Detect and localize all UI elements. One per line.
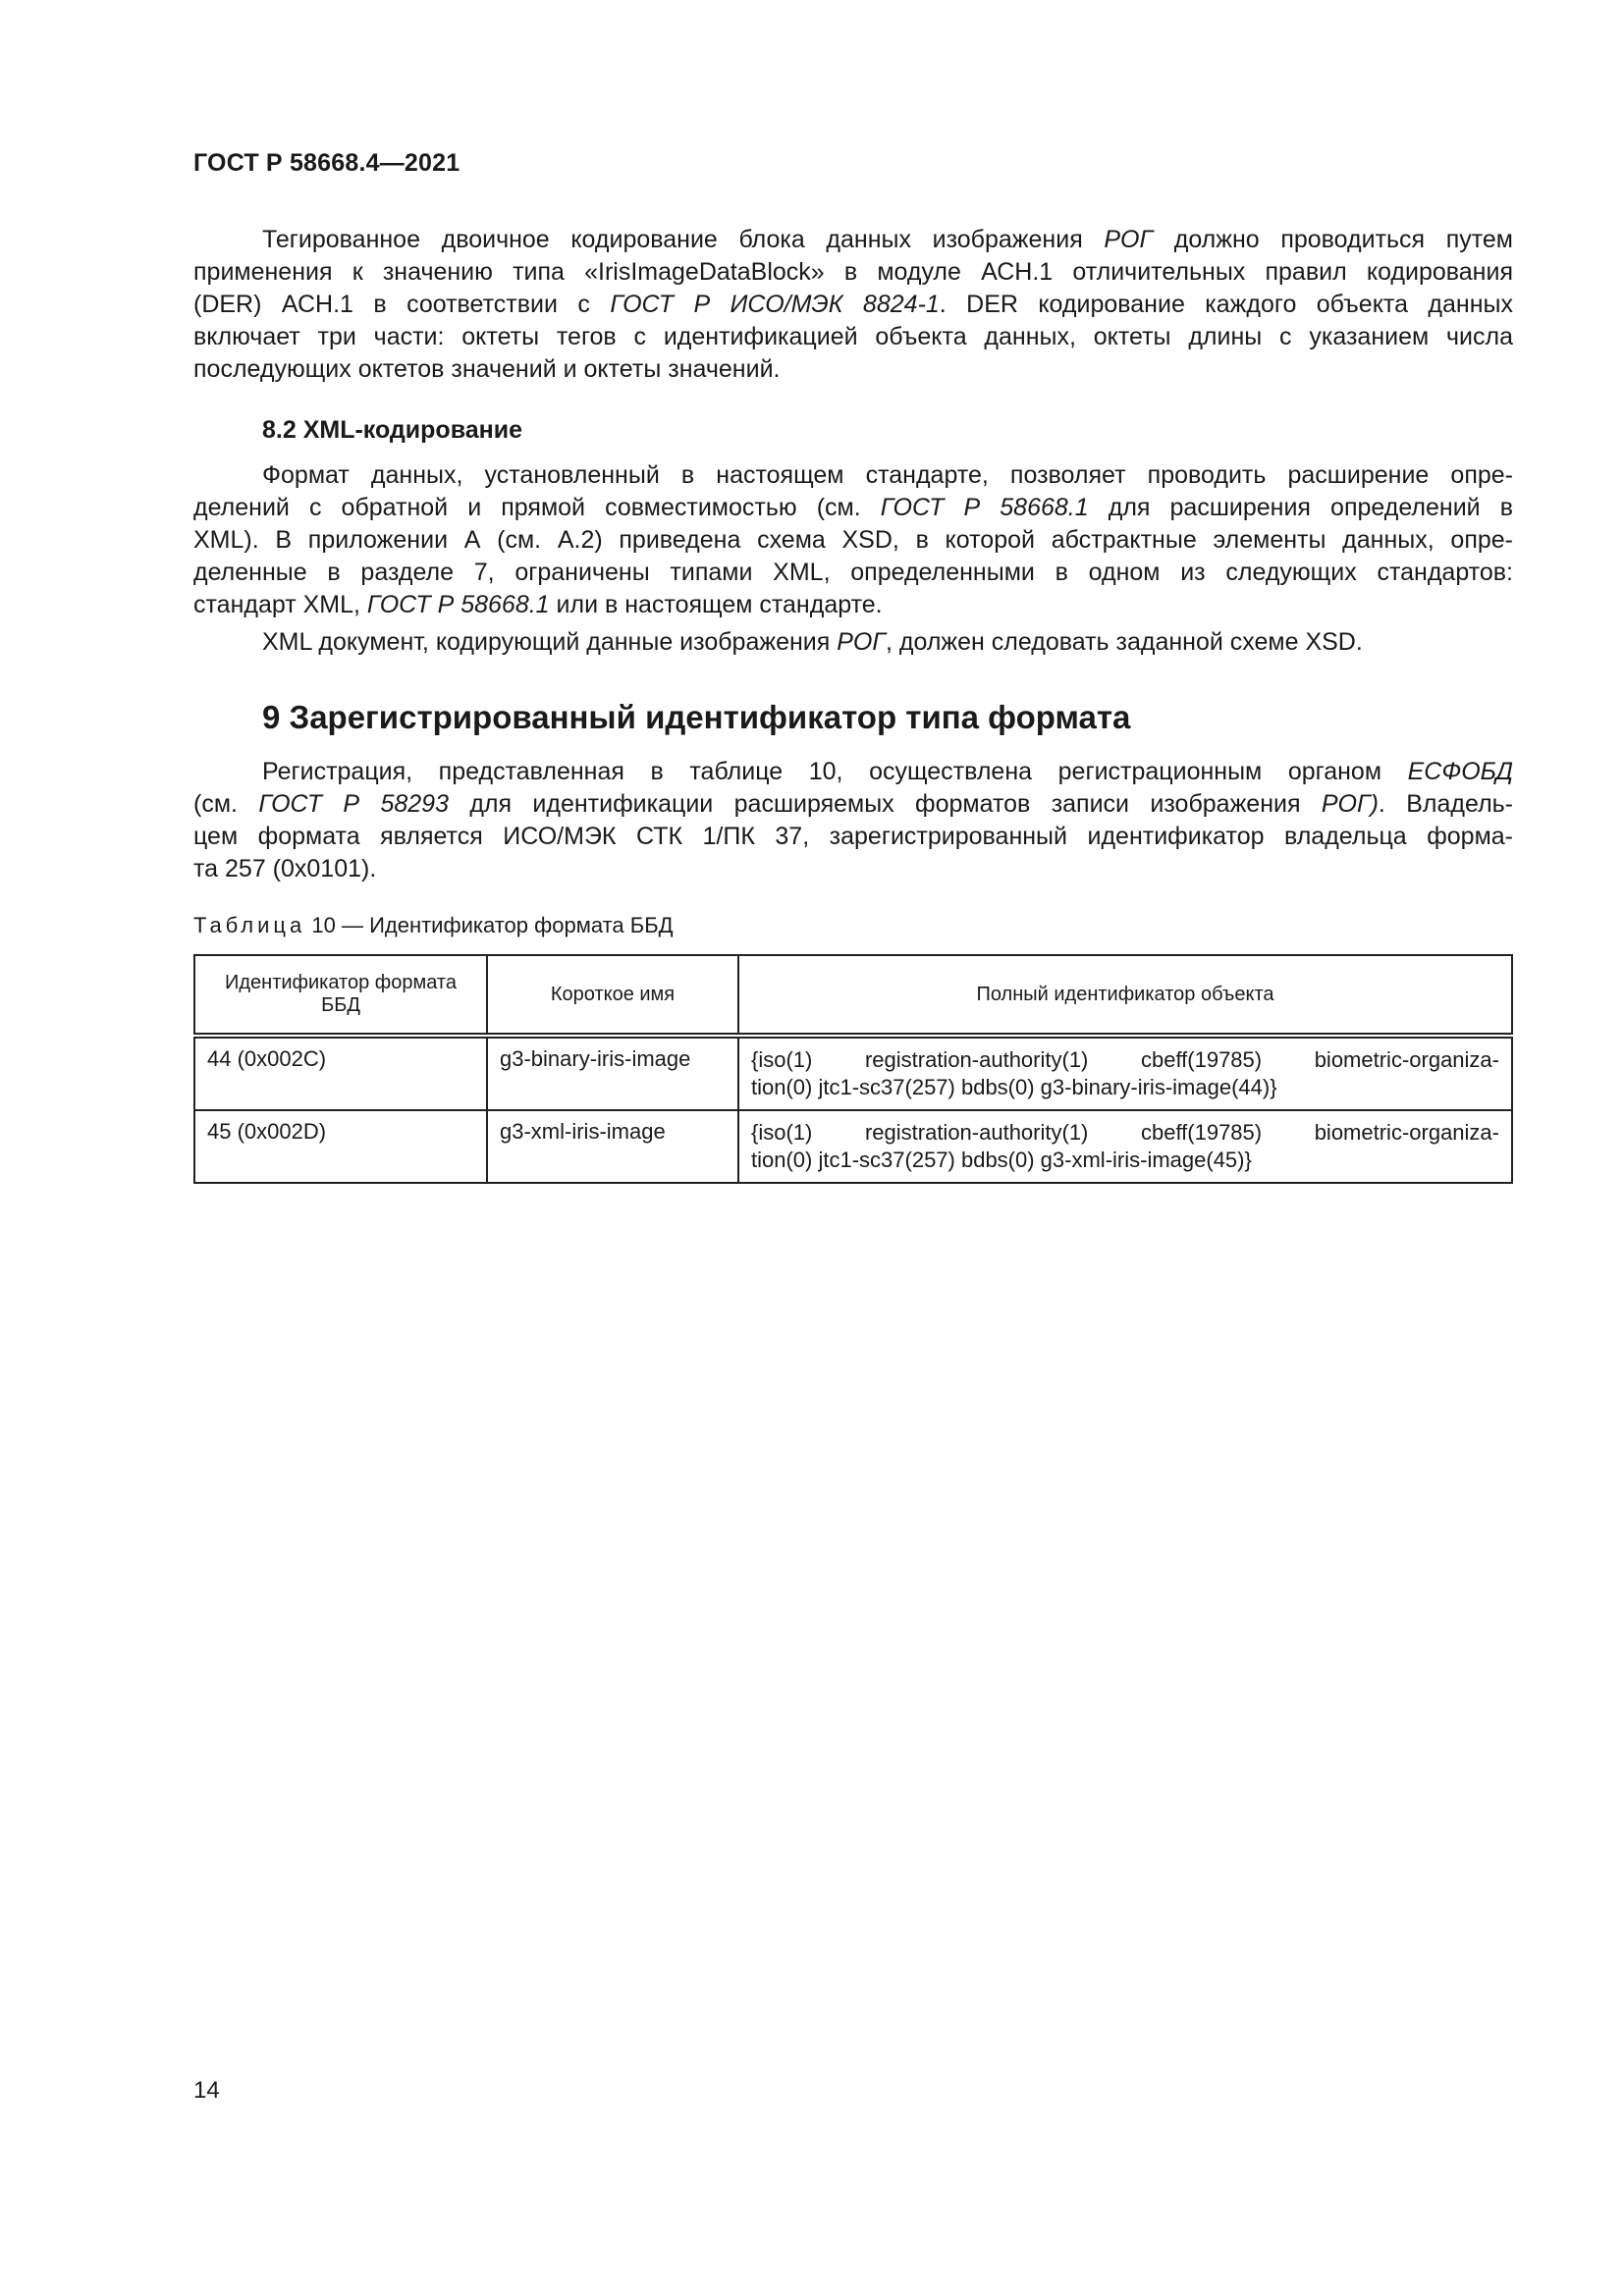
table-header-row <box>194 955 1512 1036</box>
cell-format-id: 44 (0x002C) <box>194 1036 487 1110</box>
page-number: 14 <box>193 2077 220 2104</box>
paragraph-tagged-binary-encoding: Тегированное двоичное кодирование блока данных изображения РОГ должно проводиться путем применения к значению типа «IrisImageDataBlock» в модуле АСН.1 отличительных правил кодирования (DER) АСН.1 в соответствии с ГОСТ Р ИСО/МЭК 8824-1. DER кодирование каждого объекта данных включает три части: октеты тегов с идентификацией объекта данных, октеты длины с указанием числа последующих октетов значений и октеты значений. <box>193 226 1513 383</box>
paragraph-xml-document: XML документ, кодирующий данные изображения РОГ, должен следовать заданной схеме XSD. <box>262 628 1363 656</box>
cell-full-object-id: {iso(1) registration-authority(1) cbeff(19785) biometric-organiza- tion(0) jtc1-sc37(257) bdbs(0) g3-xml-iris-image(45)} <box>738 1110 1512 1183</box>
format-identifier-table <box>193 954 1513 1184</box>
subsection-heading-xml: 8.2 XML-кодирование <box>262 416 523 444</box>
cell-full-object-id: {iso(1) registration-authority(1) cbeff(19785) biometric-organiza- tion(0) jtc1-sc37(257) bdbs(0) g3-binary-iris-image(44)} <box>738 1036 1512 1110</box>
header-format-id: Идентификатор формата ББД <box>194 955 487 1036</box>
table-caption: Таблица 10 — Идентификатор формата ББД <box>193 913 674 937</box>
document-code-header: ГОСТ Р 58668.4—2021 <box>193 149 460 177</box>
header-full-object-id: Полный идентификатор объекта <box>738 955 1512 1036</box>
paragraph-xml-encoding: Формат данных, установленный в настоящем стандарте, позволяет проводить расширение опре- делений с обратной и прямой совместимостью (см. ГОСТ Р 58668.1 для расширения определений в XML). В приложении А (см. А.2) приведена схема XSD, в которой абстрактные элементы данных, опре- деленные в разделе 7, ограничены типами XML, определенными в одном из следующих стандартов: стандарт XML, ГОСТ Р 58668.1 или в настоящем стандарте. <box>193 461 1513 618</box>
cell-format-id: 45 (0x002D) <box>194 1110 487 1183</box>
cell-short-name: g3-xml-iris-image <box>487 1110 738 1183</box>
cell-short-name: g3-binary-iris-image <box>487 1036 738 1110</box>
section-heading-format-identifier: 9 Зарегистрированный идентификатор типа формата <box>262 699 1131 735</box>
table-row <box>194 1036 1512 1110</box>
table-row <box>194 1110 1512 1183</box>
paragraph-registration: Регистрация, представленная в таблице 10, осуществлена регистрационным органом ЕСФОБД (см. ГОСТ Р 58293 для идентификации расширяемых форматов записи изображения РОГ). Владель- цем формата является ИСО/МЭК СТК 1/ПК 37, зарегистрированный идентификатор владельца форма- та 257 (0x0101). <box>193 758 1513 882</box>
header-short-name: Короткое имя <box>487 955 738 1036</box>
